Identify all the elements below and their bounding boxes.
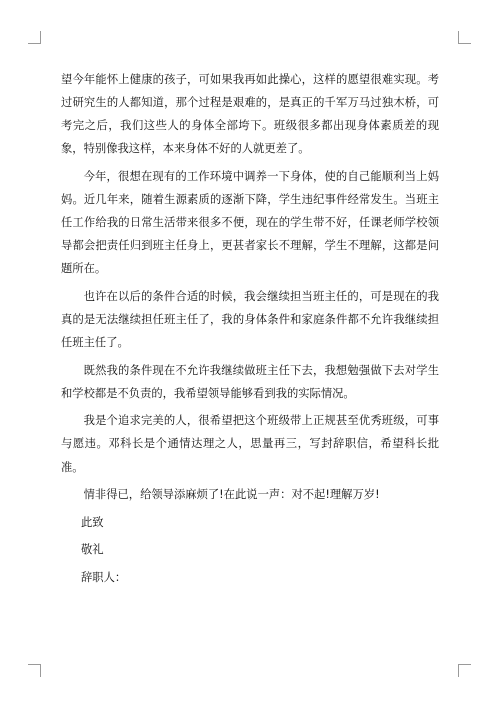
crop-mark-bottom-left [28,664,41,677]
signature-label: 辞职人： [81,570,127,584]
crop-mark-bottom-right [458,664,471,677]
paragraph-1: 望今年能怀上健康的孩子，可如果我再如此操心，这样的愿望很难实现。考过研究生的人都知道，那个过程是艰难的，是真正的千军万马过独木桥，可考完之后，我们这些人的身体全部垮下。班级很多都出现身体素质差的现象，特别像我这样，本来身体不好的人就更差了。 [61,73,439,156]
paragraph-2: 今年，很想在现有的工作环境中调养一下身体，使的自己能顺利当上妈妈。近几年来，随着生源素质的逐渐下降，学生违纪事件经常发生。当班主任工作给我的日常生活带来很多不便，现在的学生带不好，任课老师学校领导都会把责任归到班主任身上，更甚者家长不理解，学生不理解，这都是问题所在。 [61,169,439,276]
closing-line-2: 敬礼 [81,543,104,557]
closing-line-1: 此致 [81,515,104,529]
letter-body [61,68,439,589]
crop-mark-top-right [458,31,471,44]
paragraph-3: 也许在以后的条件合适的时候，我会继续担当班主任的，可是现在的我真的是无法继续担任班主任了，我的身体条件和家庭条件都不允许我继续担任班主任了。 [61,289,439,350]
crop-mark-top-left [28,31,41,44]
paragraph-6: 情非得已，给领导添麻烦了!在此说一声：对不起!理解万岁! [83,488,380,502]
paragraph-5: 我是个追求完美的人，很希望把这个班级带上正规甚至优秀班级，可事与愿违。邓科长是个通情达理之人，思量再三，写封辞职信，希望科长批准。 [61,414,439,474]
paragraph-4: 既然我的条件现在不允许我继续做班主任下去，我想勉强做下去对学生和学校都是不负责的，我希望领导能够看到我的实际情况。 [61,363,439,400]
